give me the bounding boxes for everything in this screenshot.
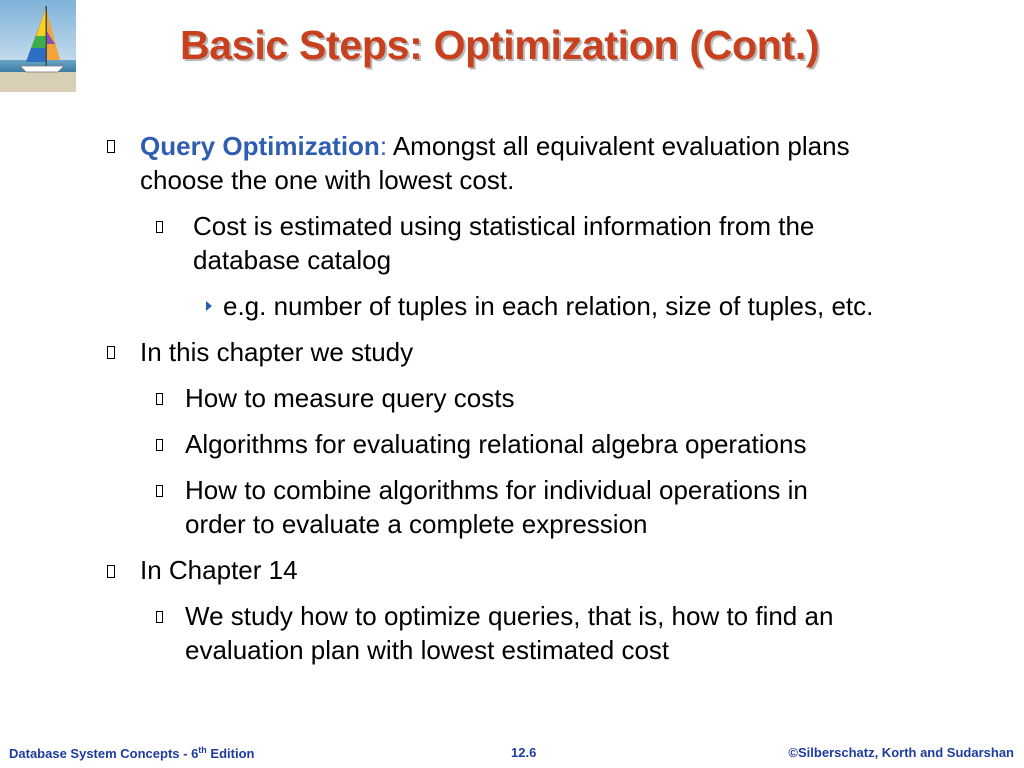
square-bullet-icon <box>156 393 163 405</box>
label-colon: : <box>379 131 388 161</box>
sub-bullet-algorithms: Algorithms for evaluating relational algebra operations <box>185 429 807 459</box>
right-triangle-arrow-icon <box>206 301 212 311</box>
sub-bullet-continuation: database catalog <box>193 245 392 275</box>
square-bullet-icon <box>156 439 163 451</box>
sub-bullet-combine-algorithms: How to combine algorithms for individual operations in <box>185 475 808 505</box>
bullet-this-chapter: In this chapter we study <box>140 337 414 367</box>
bullet-continuation: choose the one with lowest cost. <box>140 165 515 195</box>
bullet-text: Amongst all equivalent evaluation plans <box>387 131 850 161</box>
square-bullet-icon <box>156 611 163 623</box>
square-bullet-icon <box>107 140 115 153</box>
slide-title: Basic Steps: Optimization (Cont.) <box>180 22 820 68</box>
sub-sub-bullet-example: e.g. number of tuples in each relation, size of tuples, etc. <box>223 291 874 321</box>
bullet-chapter-14: In Chapter 14 <box>140 555 298 585</box>
square-bullet-icon <box>107 346 115 359</box>
sub-bullet-measure-costs: How to measure query costs <box>185 383 515 413</box>
footer-slide-number: 12.6 <box>511 745 537 760</box>
sub-bullet-continuation: evaluation plan with lowest estimated cost <box>185 635 670 665</box>
footer-book-title: Database System Concepts - 6th Edition <box>9 745 255 761</box>
footer-copyright: ©Silberschatz, Korth and Sudarshan <box>788 745 1014 760</box>
square-bullet-icon <box>156 221 163 233</box>
sub-bullet-optimize-queries: We study how to optimize queries, that is, how to find an <box>185 601 834 631</box>
square-bullet-icon <box>107 565 115 578</box>
sub-bullet-cost-estimation: Cost is estimated using statistical information from the <box>193 211 815 241</box>
square-bullet-icon <box>156 485 163 497</box>
bullet-query-optimization <box>140 129 850 163</box>
query-optimization-label: Query Optimization <box>140 131 380 161</box>
sub-bullet-continuation: order to evaluate a complete expression <box>185 509 648 539</box>
